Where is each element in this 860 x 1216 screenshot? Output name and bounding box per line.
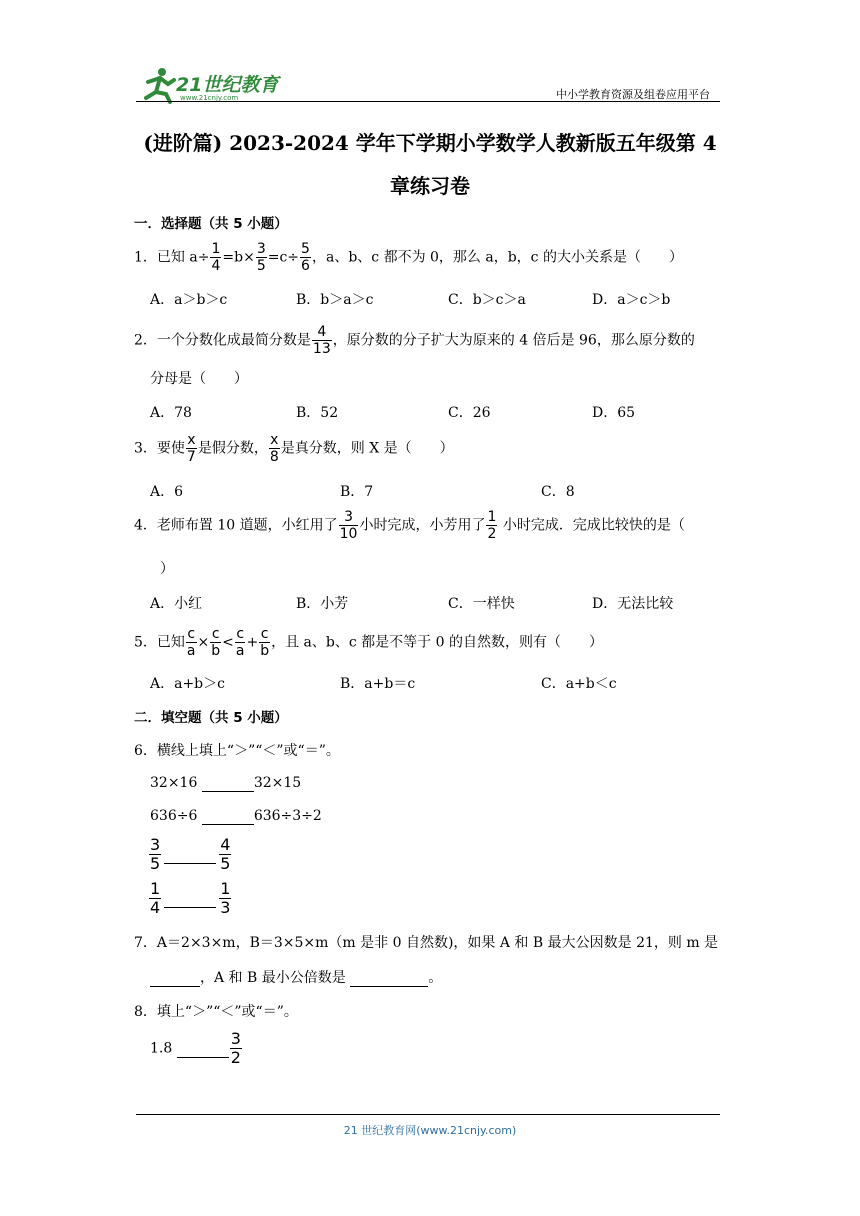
- question-number: 6．: [134, 743, 157, 759]
- q6-row2-left: 636÷6: [150, 808, 202, 824]
- fraction: $\frac{3}{5}$: [150, 835, 161, 873]
- question-number: 3．: [134, 440, 157, 457]
- footer-rule: [136, 1114, 720, 1115]
- question-6: [134, 740, 340, 760]
- q8-text: 填上“＞”“＜”或“＝”。: [156, 1004, 298, 1020]
- runner-icon: [140, 64, 180, 104]
- q7-text: A＝2×3×m，B＝3×5×m（m 是非 0 自然数)，如果 A 和 B 最大公因数是 21，则 m 是: [156, 935, 719, 951]
- option-a: A．a+b＞c: [150, 676, 225, 692]
- q6-row-1: [150, 775, 301, 792]
- q3-text-post: 是真分数，则 X 是（ ）: [280, 440, 454, 457]
- fraction: $\frac{4}{13}$: [312, 324, 331, 357]
- logo-url: www.21cnjy.com: [180, 94, 239, 102]
- option-a: A．6: [150, 484, 184, 500]
- option-a: A．小红: [150, 596, 203, 612]
- option-d: D．无法比较: [592, 596, 674, 612]
- option-b: B．a+b＝c: [340, 676, 416, 692]
- q4-text-mid: 小时完成，小芳用了: [359, 517, 486, 534]
- q6-row-2: [150, 808, 322, 825]
- fraction: $\frac{c}{a}$: [235, 626, 245, 659]
- q6-row1-left: 32×16: [150, 775, 202, 791]
- section-heading-choice: 一．选择题（共 5 小题）: [134, 216, 288, 232]
- question-7: [134, 932, 718, 952]
- q8-row-1: [150, 1030, 243, 1067]
- q5-text-pre: 已知: [156, 634, 185, 651]
- answer-blank[interactable]: [202, 808, 254, 825]
- fraction: $\frac{1}{4}$: [211, 241, 221, 274]
- q3-text-pre: 要使: [156, 440, 185, 457]
- option-c: C．a+b＜c: [541, 676, 617, 692]
- q5-text-post: ，且 a、b、c 都是不等于 0 的自然数，则有（ ）: [271, 634, 603, 651]
- q7-line2: [150, 967, 442, 987]
- option-b: B．7: [340, 484, 374, 500]
- header-rule: [136, 101, 720, 102]
- q6-row-4: [148, 880, 232, 917]
- question-4: [134, 509, 685, 542]
- fraction: $\frac{c}{b}$: [211, 626, 221, 659]
- fraction: $\frac{3}{2}$: [230, 1029, 241, 1067]
- question-8: [134, 1001, 298, 1021]
- fraction: $\frac{1}{2}$: [487, 509, 497, 542]
- q6-text: 横线上填上“＞”“＜”或“＝”。: [156, 743, 340, 759]
- fraction: $\frac{x}{8}$: [269, 432, 279, 465]
- fraction: $\frac{x}{7}$: [186, 432, 196, 465]
- answer-blank[interactable]: [150, 970, 200, 987]
- q1-text-post: ，a、b、c 都不为 0，那么 a，b，c 的大小关系是（ ）: [311, 249, 683, 266]
- answer-blank[interactable]: [164, 891, 216, 908]
- fraction: $\frac{3}{5}$: [256, 241, 266, 274]
- question-number: 5．: [134, 634, 157, 651]
- question-number: 4．: [134, 517, 157, 534]
- question-number: 8．: [134, 1004, 157, 1020]
- logo-text: 21世纪教育: [176, 74, 279, 96]
- fraction: $\frac{1}{3}$: [220, 879, 231, 917]
- q6-row-3: [148, 836, 232, 873]
- q4-text-pre: 老师布置 10 道题，小红用了: [156, 517, 338, 534]
- fraction: $\frac{5}{6}$: [301, 241, 310, 274]
- option-c: C．8: [541, 484, 575, 500]
- fraction: $\frac{1}{4}$: [150, 879, 161, 917]
- option-b: B．小芳: [296, 596, 349, 612]
- page-title-line2: 章练习卷: [390, 174, 470, 198]
- q1-text-mid1: =b×: [222, 249, 255, 266]
- fraction: $\frac{c}{a}$: [186, 626, 196, 659]
- answer-blank[interactable]: [202, 775, 254, 792]
- q7-line2-text: ，A 和 B 最小公倍数是: [200, 970, 351, 986]
- q5-op3: +: [246, 634, 259, 651]
- option-d: D．65: [592, 405, 636, 421]
- option-c: C．26: [448, 405, 491, 421]
- page-title-line1: (进阶篇) 2023-2024 学年下学期小学数学人教新版五年级第 4: [143, 131, 717, 155]
- q3-text-mid: 是假分数，: [197, 440, 268, 457]
- answer-blank[interactable]: [177, 1041, 229, 1058]
- option-c: C．b＞c＞a: [448, 292, 526, 308]
- option-a: A．78: [150, 405, 192, 421]
- question-number: 7．: [134, 935, 157, 951]
- footer-text: 21 世纪教育网(www.21cnjy.com): [343, 1124, 517, 1137]
- q1-text-mid2: =c÷: [267, 249, 300, 266]
- q1-text-pre: 已知 a÷: [156, 249, 210, 266]
- option-c: C．一样快: [448, 596, 515, 612]
- question-number: 1．: [134, 249, 157, 266]
- question-number: 2．: [134, 332, 157, 349]
- option-b: B．b＞a＞c: [296, 292, 374, 308]
- header-platform-text: 中小学教育资源及组卷应用平台: [556, 88, 710, 101]
- q6-row1-right: 32×15: [253, 775, 302, 791]
- question-2: [134, 324, 695, 357]
- q6-row2-right: 636÷3÷2: [253, 808, 322, 824]
- q4-line2: ）: [160, 561, 174, 577]
- q4-text-post: 小时完成．完成比较快的是（: [498, 517, 685, 534]
- option-d: D．a＞c＞b: [592, 292, 671, 308]
- q5-op2: <: [222, 634, 234, 651]
- fraction: $\frac{4}{5}$: [220, 835, 231, 873]
- question-5: [134, 626, 603, 659]
- q2-text-pre: 一个分数化成最简分数是: [156, 332, 311, 349]
- option-a: A．a＞b＞c: [150, 292, 228, 308]
- section-heading-fill: 二．填空题（共 5 小题）: [134, 710, 288, 726]
- fraction: $\frac{c}{b}$: [260, 626, 270, 659]
- q7-line2-end: 。: [428, 970, 443, 986]
- answer-blank[interactable]: [350, 970, 428, 987]
- q2-line2: 分母是（ ）: [150, 371, 248, 387]
- question-1: [134, 241, 683, 274]
- question-3: [134, 432, 454, 465]
- q2-text-post: ，原分数的分子扩大为原来的 4 倍后是 96，那么原分数的: [332, 332, 695, 349]
- fraction: $\frac{3}{10}$: [339, 509, 358, 542]
- answer-blank[interactable]: [164, 847, 216, 864]
- option-b: B．52: [296, 405, 339, 421]
- q5-op1: ×: [197, 634, 210, 651]
- q8-row1-left: 1.8: [150, 1040, 177, 1057]
